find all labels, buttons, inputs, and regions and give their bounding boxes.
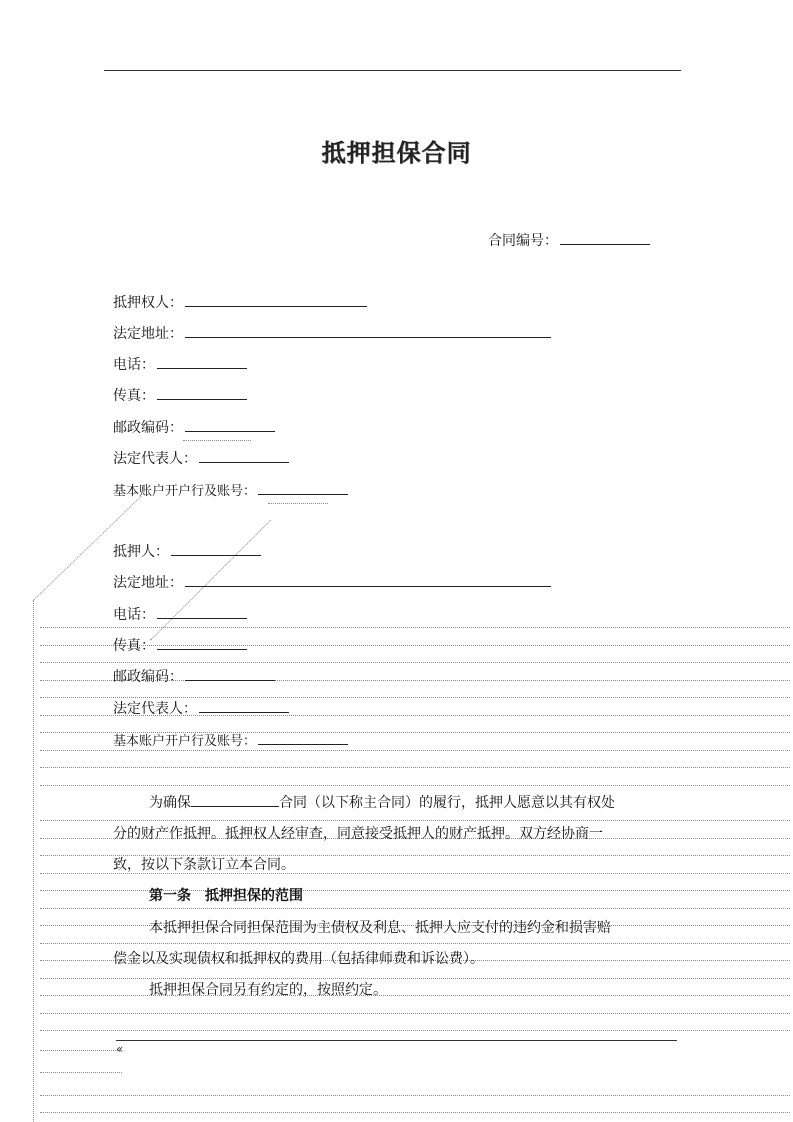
field-label: 传真： [113, 388, 155, 404]
mortgagor-fax-blank[interactable] [157, 635, 247, 650]
mortgagee-address-field [113, 323, 551, 343]
field-label: 电话： [113, 607, 155, 623]
field-label: 法定代表人： [113, 451, 197, 467]
contract-number-field [488, 230, 650, 250]
field-label: 法定代表人： [113, 701, 197, 717]
guide-dots [40, 662, 790, 663]
mortgagee-phone-field [113, 354, 247, 374]
field-label: 法定地址： [113, 575, 183, 591]
guide-dots [40, 1072, 122, 1073]
guide-vertical [33, 600, 34, 1122]
guide-dots [40, 820, 790, 821]
mortgagor-postcode-field [113, 666, 275, 686]
mortgagor-name-blank[interactable] [171, 541, 261, 556]
mortgagee-phone-blank[interactable] [157, 354, 247, 369]
field-label: 电话： [113, 357, 155, 373]
mortgagor-fax-field [113, 635, 247, 655]
article-1-paragraph-line-1: 本抵押担保合同担保范围为主债权及利息、抵押人应支付的违约金和损害赔 [149, 920, 611, 936]
intro-text: 为确保 [149, 795, 191, 811]
mortgagor-address-field [113, 572, 551, 592]
footer-rule [116, 1040, 677, 1041]
mortgagor-rep-field [113, 698, 289, 718]
field-label: 基本账户开户行及账号： [113, 484, 257, 499]
guide-dots [268, 503, 328, 504]
mortgagee-postcode-blank[interactable] [185, 417, 275, 432]
mortgagor-name-field [113, 541, 261, 561]
main-contract-blank[interactable] [191, 792, 279, 807]
field-label: 抵押权人： [113, 295, 183, 311]
mortgagee-rep-field [113, 448, 289, 468]
guide-dots [40, 1095, 790, 1096]
intro-line-3: 致，按以下条款订立本合同。 [113, 857, 295, 873]
footnote-mark: « [116, 1042, 124, 1056]
guide-dots [40, 1030, 790, 1031]
mortgagor-rep-blank[interactable] [199, 698, 289, 713]
guide-dots [40, 943, 790, 944]
intro-line-2: 分的财产作抵押。抵押权人经审查，同意接受抵押人的财产抵押。双方经协商一 [113, 826, 603, 842]
intro-text: 合同（以下称主合同）的履行，抵押人愿意以其有权处 [279, 795, 615, 811]
mortgagee-name-blank[interactable] [185, 292, 367, 307]
guide-dots [40, 908, 790, 909]
guide-dots [183, 440, 251, 441]
article-1-paragraph-2: 抵押担保合同另有约定的，按照约定。 [149, 982, 387, 998]
guide-dots [40, 767, 790, 768]
contract-number-blank[interactable] [560, 230, 650, 245]
mortgagor-phone-blank[interactable] [157, 604, 247, 619]
mortgagee-bank-field [113, 480, 348, 501]
header-rule [104, 70, 681, 71]
article-1-paragraph-line-2: 偿金以及实现债权和抵押权的费用（包括律师费和诉讼费）。 [113, 951, 484, 967]
mortgagee-bank-blank[interactable] [258, 480, 348, 495]
guide-dots [40, 785, 790, 786]
field-label: 法定地址： [113, 326, 183, 342]
mortgagor-postcode-blank[interactable] [185, 666, 275, 681]
guide-dots [40, 1050, 120, 1051]
field-label: 传真： [113, 638, 155, 654]
mortgagor-bank-field [113, 730, 348, 751]
article-1-heading: 第一条 抵押担保的范围 [149, 888, 303, 904]
mortgagee-fax-field [113, 385, 247, 405]
guide-dots [40, 1013, 790, 1014]
mortgagor-phone-field [113, 604, 247, 624]
field-label: 邮政编码： [113, 669, 183, 685]
mortgagee-rep-blank[interactable] [199, 448, 289, 463]
page-title: 抵押担保合同 [321, 139, 472, 167]
mortgagee-name-field [113, 292, 367, 312]
guide-dots [40, 1112, 790, 1113]
field-label: 邮政编码： [113, 420, 183, 436]
mortgagee-postcode-field [113, 417, 275, 437]
intro-line-1 [113, 792, 719, 812]
guide-dots [40, 627, 790, 628]
field-label: 抵押人： [113, 544, 169, 560]
mortgagee-fax-blank[interactable] [157, 385, 247, 400]
contract-number-label: 合同编号： [488, 233, 558, 249]
field-label: 基本账户开户行及账号： [113, 734, 257, 749]
mortgagee-address-blank[interactable] [185, 323, 551, 338]
mortgagor-bank-blank[interactable] [258, 730, 348, 745]
mortgagor-address-blank[interactable] [185, 572, 551, 587]
